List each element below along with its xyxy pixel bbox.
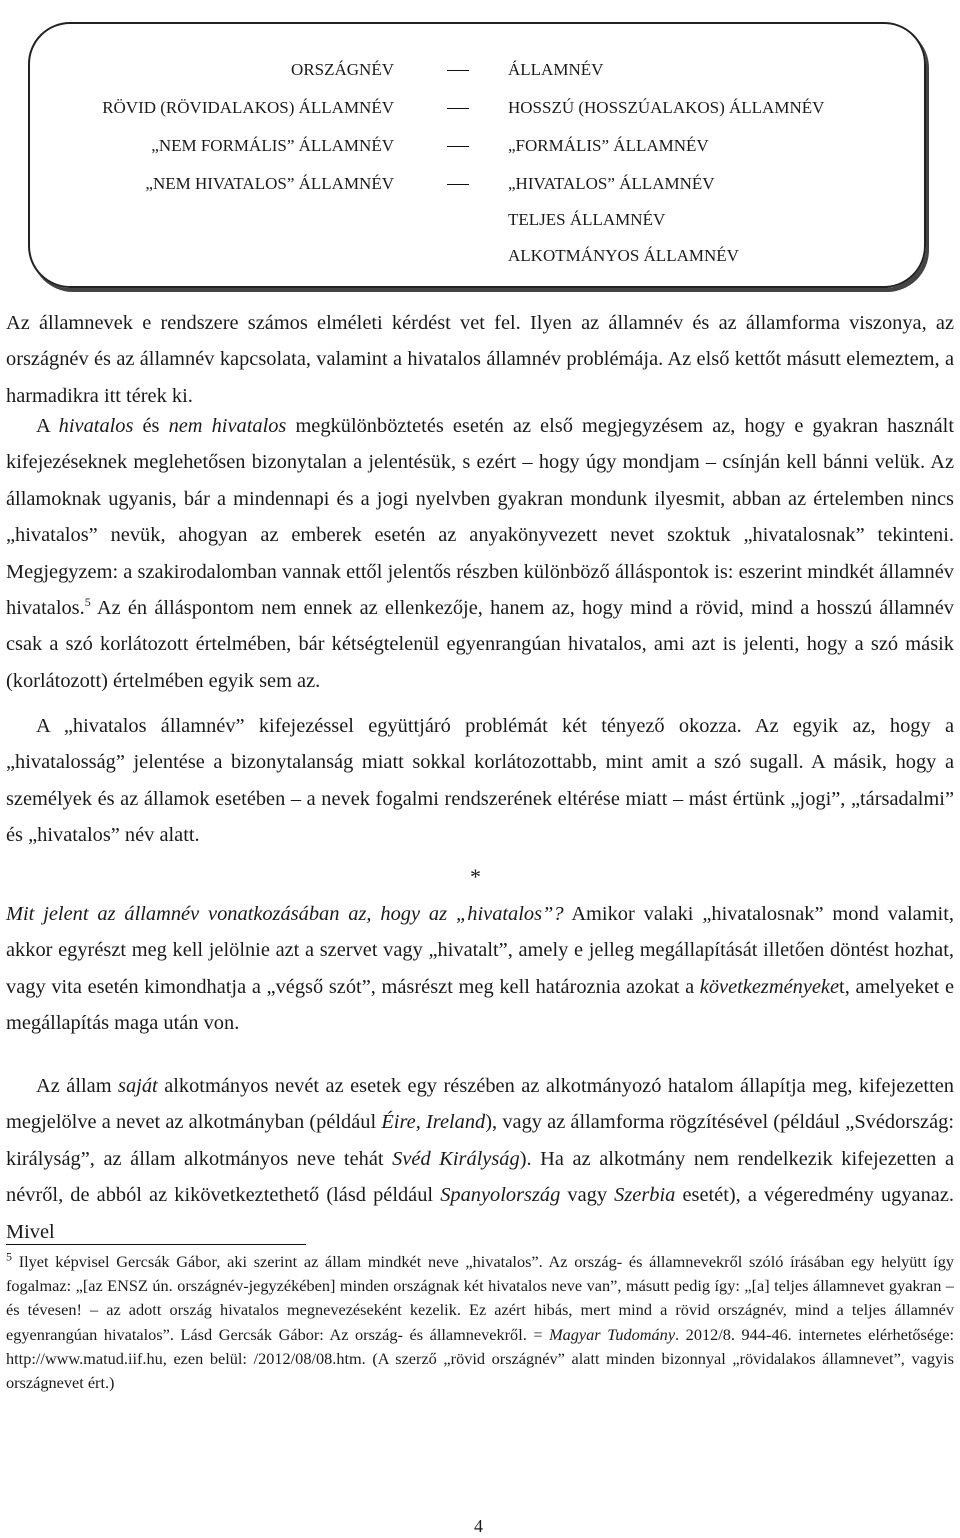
paragraph-2: A hivatalos és nem hivatalos megkülönböztetés esetén az első megjegyzésem az, hogy e gyakran használt kifejezéseknek meglehetősen bizonytalan a jelentésük, s ezért – hogy úgy mondjam – csínján kell bánni velük. Az államoknak ugyanis, bár a mindennapi és a jogi nyelvben gyakran mondunk ilyesmit, abban az értelemben nincs „hivatalos” nevük, ahogyan az emberek esetén az anyakönyvezett nevet szoktuk „hivatalosnak” tekinteni. Megjegyzem: a szakirodalomban vannak ettől jelentős részben különböző álláspontok is: eszerint mindkét államnév hivatalos.$^5$ Az én álláspontom nem ennek az ellenkezője, hanem az, hogy mind a rövid, mind a hosszú államnév csak a szó korlátozott értelmében, bár kétségtelenül egyenrangúan hivatalos, ami azt is jelenti, hogy a szó másik (korlátozott) értelmében egyik sem az. xyxy=(6,415,954,692)
footnote-number: 5 xyxy=(6,1249,12,1264)
section-question: Mit jelent az államnév vonatkozásában az, hogy az „hivatalos”? xyxy=(6,903,564,925)
short-term: „NEM FORMÁLIS” ÁLLAMNÉV xyxy=(151,136,394,155)
long-term: ÁLLAMNÉV xyxy=(508,60,604,79)
short-term: ORSZÁGNÉV xyxy=(291,60,394,79)
page-number: 4 xyxy=(474,1516,483,1536)
dash-separator xyxy=(447,70,469,71)
dash-separator xyxy=(447,146,469,147)
emphasis: Éire, Ireland xyxy=(381,1111,486,1134)
journal-title: Magyar Tudomány xyxy=(549,1324,676,1344)
section-separator: * xyxy=(470,864,481,889)
emphasis: Szerbia xyxy=(614,1184,676,1207)
long-term: ALKOTMÁNYOS ÁLLAMNÉV xyxy=(508,246,739,265)
dash-separator xyxy=(447,108,469,109)
footnote-ref[interactable]: 5 xyxy=(84,595,91,610)
short-term: RÖVID (RÖVIDALAKOS) ÁLLAMNÉV xyxy=(102,98,394,117)
emphasis: Spanyolország xyxy=(440,1184,561,1207)
footnote-rule xyxy=(6,1244,306,1245)
paragraph-3: A „hivatalos államnév” kifejezéssel együttjáró problémát két tényező okozza. Az egyik az, hogy a „hivatalosság” jelentése a bizonytalanság miatt sokkal korlátozottabb, mint amit a szó sugall. A másik, hogy a személyek és az államok esetében – a nevek fogalmi rendszerének eltérése miatt – mást értünk „jogi”, „társadalmi” és „hivatalos” név alatt. xyxy=(6,715,954,847)
paragraph-4: Mit jelent az államnév vonatkozásában az, hogy az „hivatalos”? Amikor valaki „hivatalosnak” mond valamit, akkor egyrészt meg kell jelölnie azt a szervet vagy „hivatalt”, amely e jelleg megállapítását illetően döntést hozhat, vagy vita esetén kimondhatja a „végső szót”, másrészt meg kell határoznia azokat a következményeket, amelyeket e megállapítás maga után von. xyxy=(6,903,954,1035)
term-box xyxy=(28,22,926,288)
dash-separator xyxy=(447,184,469,185)
short-term: „NEM HIVATALOS” ÁLLAMNÉV xyxy=(145,174,394,193)
long-term: HOSSZÚ (HOSSZÚALAKOS) ÁLLAMNÉV xyxy=(508,98,825,117)
long-term: TELJES ÁLLAMNÉV xyxy=(508,210,666,229)
emphasis: nem hivatalos xyxy=(168,415,287,437)
paragraph-5: Az állam saját alkotmányos nevét az esetek egy részében az alkotmányozó hatalom állapítja meg, kifejezetten megjelölve a nevet az alkotmányban (például Éire, Ireland), vagy az államforma rögzítésével (például „Svédország: királyság”, az állam alkotmányos neve tehát Svéd Királyság). Ha az alkotmány nem rendelkezik kifejezetten a névről, de abból az kikövetkeztethető (lásd például Spanyolország vagy Szerbia esetét), a végeredmény ugyanaz. Mivel xyxy=(6,1075,955,1243)
long-term: „FORMÁLIS” ÁLLAMNÉV xyxy=(508,136,709,155)
emphasis: Svéd Királyság xyxy=(392,1147,520,1170)
emphasis: hivatalos xyxy=(58,415,134,437)
footnote: $^5$ Ilyet képvisel Gercsák Gábor, aki szerint az állam mindkét neve „hivatalos”. Az ország- és államnevekről szóló írásában egy helyütt így fogalmaz: „[az ENSZ ún. országnév-jegyzékében] minden országnak két hivatalos neve van”, másutt pedig így: „[a] teljes államnevet gyakran – és tévesen! – az adott ország hivatalos megnevezéseként kezelik. Ez azért hibás, mert mind a rövid országnév, mind a teljes államnév egyenrangúan hivatalos”. Lásd Gercsák Gábor: Az ország- és államnevekről. = Magyar Tudomány. 2012/8. 944-46. internetes elérhetősége: http://www.matud.iif.hu, ezen belül: /2012/08/08.htm. (A szerző „rövid országnév” alatt minden bizonnyal „rövidalakos államnevet”, vagyis országnevet ért.) xyxy=(6,1249,955,1393)
emphasis: saját xyxy=(118,1075,158,1097)
long-term: „HIVATALOS” ÁLLAMNÉV xyxy=(508,174,715,193)
emphasis: következményeke xyxy=(699,975,840,998)
paragraph-1: Az államnevek e rendszere számos elméleti kérdést vet fel. Ilyen az államnév és az államforma viszonya, az országnév és az államnév kapcsolata, valamint a hivatalos államnév problémája. Az első kettőt másutt elemeztem, a harmadikra itt térek ki. xyxy=(6,312,954,407)
